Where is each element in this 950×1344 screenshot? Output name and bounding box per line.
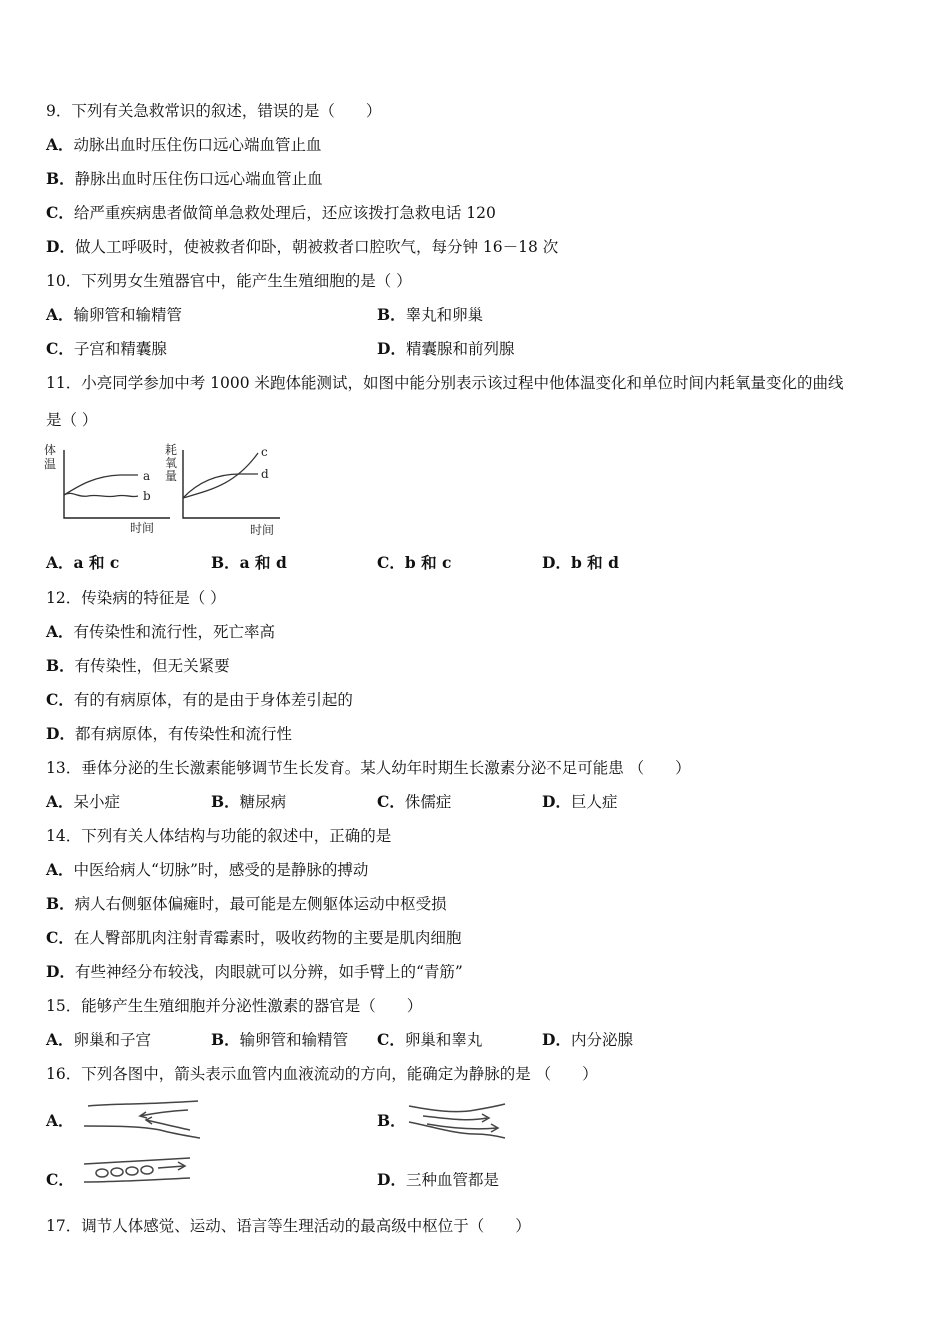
option-label: C． xyxy=(46,339,74,358)
option-label: B． xyxy=(377,1111,406,1130)
option-text: 有传染性，但无关紧要 xyxy=(74,657,230,675)
left-chart-axes xyxy=(64,450,170,518)
option-label: C． xyxy=(46,1170,74,1189)
question-14-option-b xyxy=(46,894,447,914)
option-text: 输卵管和输精管 xyxy=(73,306,183,324)
left-chart-ylabel-char-2: 温 xyxy=(44,457,57,471)
option-text: 睾丸和卵巢 xyxy=(405,306,484,324)
option-text: 糖尿病 xyxy=(239,793,287,811)
question-14-option-c xyxy=(46,928,461,948)
question-12-stem: 12．传染病的特征是（ ） xyxy=(46,589,226,607)
curve-label-a: a xyxy=(143,469,151,483)
option-label: D． xyxy=(542,553,571,572)
option-text: 三种血管都是 xyxy=(405,1171,499,1189)
option-label: D． xyxy=(46,724,75,743)
question-15-option-b xyxy=(211,1030,348,1050)
option-label: D． xyxy=(377,1170,406,1189)
option-text: 中医给病人“切脉”时，感受的是静脉的搏动 xyxy=(73,861,369,879)
right-chart-ylabel-char-2: 氧 xyxy=(165,456,178,470)
red-blood-cell-3 xyxy=(126,1167,138,1175)
red-blood-cell-2 xyxy=(111,1168,123,1176)
option-text: 卵巢和睾丸 xyxy=(404,1031,483,1049)
option-label: D． xyxy=(542,1030,571,1049)
question-16-option-d xyxy=(377,1170,499,1190)
option-text: 巨人症 xyxy=(570,793,618,811)
vessel-a-flow-line-1 xyxy=(140,1110,188,1116)
option-text: b 和 d xyxy=(570,553,619,572)
option-text: 有的有病原体，有的是由于身体差引起的 xyxy=(73,691,353,709)
option-label: B． xyxy=(377,305,406,324)
red-blood-cell-4 xyxy=(141,1166,153,1174)
question-16-option-a xyxy=(46,1111,74,1131)
option-label: B． xyxy=(211,792,240,811)
curve-label-b: b xyxy=(143,489,151,503)
option-label: C． xyxy=(46,928,74,947)
option-text: 精囊腺和前列腺 xyxy=(405,340,515,358)
option-text: 内分泌腺 xyxy=(570,1031,633,1049)
option-text: 子宫和精囊腺 xyxy=(73,340,167,358)
question-13-stem: 13．垂体分泌的生长激素能够调节生长发育。某人幼年时期生长激素分泌不足可能患 （ ） xyxy=(46,759,691,777)
question-13-option-a xyxy=(46,792,120,812)
option-text: a 和 d xyxy=(239,553,287,572)
curve-b xyxy=(64,493,138,496)
right-chart-ylabel-char-3: 量 xyxy=(165,469,178,483)
question-16-option-c xyxy=(46,1170,74,1190)
question-9-option-b xyxy=(46,169,323,189)
option-label: B． xyxy=(46,169,75,188)
vessel-c-bottom-wall xyxy=(84,1178,190,1182)
option-label: A． xyxy=(46,135,74,154)
option-label: C． xyxy=(377,792,405,811)
option-label: A． xyxy=(46,1030,74,1049)
right-chart-axes xyxy=(183,450,280,518)
left-chart-xlabel: 时间 xyxy=(130,521,155,535)
question-16-option-b xyxy=(377,1111,406,1131)
vessel-b-top-wall xyxy=(409,1104,505,1112)
question-13-option-d xyxy=(542,792,617,812)
question-9-option-c xyxy=(46,203,496,223)
question-11-option-a xyxy=(46,553,119,573)
question-11-stem-line2: 是（ ） xyxy=(46,411,98,429)
option-label: A． xyxy=(46,622,74,641)
option-label: A． xyxy=(46,792,74,811)
question-10-option-a xyxy=(46,305,182,325)
option-label: D． xyxy=(377,339,406,358)
question-12-option-c xyxy=(46,690,353,710)
vessel-b-bottom-wall xyxy=(409,1122,505,1138)
option-label: A． xyxy=(46,553,74,572)
option-text: 在人臀部肌肉注射青霉素时，吸收药物的主要是肌肉细胞 xyxy=(73,929,462,947)
question-14-option-d xyxy=(46,962,463,982)
question-10-stem: 10．下列男女生殖器官中，能产生生殖细胞的是（ ） xyxy=(46,272,412,290)
question-9-option-d xyxy=(46,237,558,257)
question-16-stem: 16．下列各图中，箭头表示血管内血液流动的方向，能确定为静脉的是 （ ） xyxy=(46,1065,598,1083)
option-text: 卵巢和子宫 xyxy=(73,1031,152,1049)
left-chart-ylabel-char-1: 体 xyxy=(44,443,57,457)
red-blood-cell-1 xyxy=(96,1169,108,1177)
question-12-option-b xyxy=(46,656,230,676)
curve-a xyxy=(64,475,138,495)
option-label: D． xyxy=(46,962,75,981)
option-text: 有传染性和流行性，死亡率高 xyxy=(73,623,276,641)
option-text: 做人工呼吸时，使被救者仰卧，朝被救者口腔吹气，每分钟 16－18 次 xyxy=(74,238,559,256)
question-10-option-d xyxy=(377,339,514,359)
question-11-option-b xyxy=(211,553,287,573)
question-12-option-d xyxy=(46,724,292,744)
question-15-option-c xyxy=(377,1030,482,1050)
question-15-stem: 15．能够产生生殖细胞并分泌性激素的器官是（ ） xyxy=(46,997,423,1015)
option-text: 动脉出血时压住伤口远心端血管止血 xyxy=(73,136,322,154)
option-label: C． xyxy=(377,1030,405,1049)
option-text: 静脉出血时压住伤口远心端血管止血 xyxy=(74,170,323,188)
question-12-option-a xyxy=(46,622,275,642)
question-10-option-c xyxy=(46,339,167,359)
vessel-diagram-b xyxy=(405,1100,510,1144)
option-text: 病人右侧躯体偏瘫时，最可能是左侧躯体运动中枢受损 xyxy=(74,895,447,913)
option-label: C． xyxy=(46,203,74,222)
option-text: a 和 c xyxy=(73,553,120,572)
question-11-stem-line1: 11．小亮同学参加中考 1000 米跑体能测试，如图中能分别表示该过程中他体温变化和单位时间内耗氧量变化的曲线 xyxy=(46,374,844,392)
question-9-stem: 9．下列有关急救常识的叙述，错误的是（ ） xyxy=(46,102,382,120)
curve-label-d: d xyxy=(261,467,269,481)
right-chart-xlabel: 时间 xyxy=(250,523,275,537)
question-15-option-a xyxy=(46,1030,151,1050)
option-label: B． xyxy=(211,553,240,572)
option-label: B． xyxy=(46,894,75,913)
curve-label-c: c xyxy=(261,445,268,459)
right-chart-ylabel-char-1: 耗 xyxy=(165,443,178,457)
option-label: B． xyxy=(46,656,75,675)
vessel-diagram-c xyxy=(80,1152,195,1192)
oxygen-consumption-chart xyxy=(165,442,280,537)
option-label: C． xyxy=(46,690,74,709)
question-9-option-a xyxy=(46,135,322,155)
option-label: B． xyxy=(211,1030,240,1049)
vessel-diagram-a xyxy=(80,1098,205,1142)
vessel-a-top-wall xyxy=(88,1101,198,1106)
option-text: 输卵管和输精管 xyxy=(239,1031,349,1049)
question-14-stem: 14．下列有关人体结构与功能的叙述中，正确的是 xyxy=(46,827,392,845)
question-14-option-a xyxy=(46,860,368,880)
option-text: 侏儒症 xyxy=(404,793,452,811)
body-temperature-chart xyxy=(44,442,170,535)
vessel-b-flow-line-1 xyxy=(423,1116,487,1120)
question-13-option-b xyxy=(211,792,286,812)
option-text: 都有病原体，有传染性和流行性 xyxy=(74,725,292,743)
option-label: C． xyxy=(377,553,405,572)
question-11-figure xyxy=(40,440,290,540)
question-10-option-b xyxy=(377,305,483,325)
option-label: D． xyxy=(46,237,75,256)
option-label: A． xyxy=(46,305,74,324)
option-label: A． xyxy=(46,1111,74,1130)
question-17-stem: 17．调节人体感觉、运动、语言等生理活动的最高级中枢位于（ ） xyxy=(46,1217,531,1235)
question-11-option-d xyxy=(542,553,619,573)
vessel-c-flow-line xyxy=(158,1166,184,1168)
vessel-c-top-wall xyxy=(84,1158,190,1164)
question-13-option-c xyxy=(377,792,451,812)
option-label: D． xyxy=(542,792,571,811)
option-text: 呆小症 xyxy=(73,793,121,811)
question-11-option-c xyxy=(377,553,451,573)
question-15-option-d xyxy=(542,1030,633,1050)
option-text: 给严重疾病患者做简单急救处理后，还应该拨打急救电话 120 xyxy=(73,204,496,222)
option-text: 有些神经分布较浅，肉眼就可以分辨，如手臂上的“青筋” xyxy=(74,963,463,981)
option-text: b 和 c xyxy=(404,553,452,572)
option-label: A． xyxy=(46,860,74,879)
